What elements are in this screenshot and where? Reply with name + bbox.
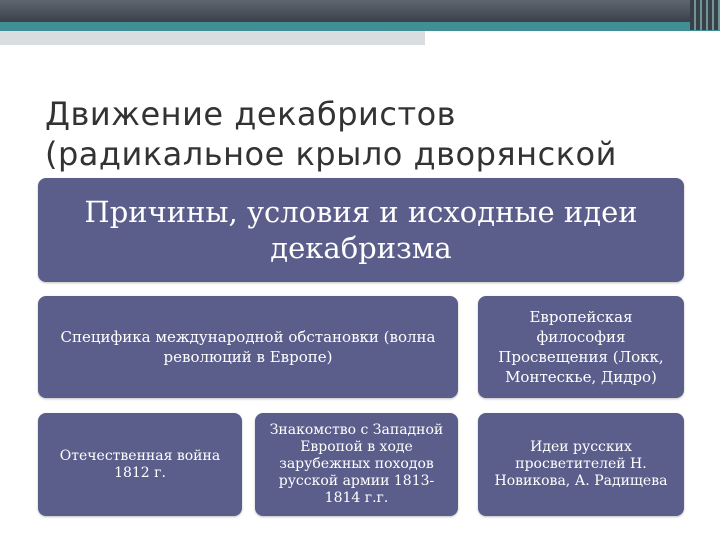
box-patriotic-war-label: Отечественная война 1812 г. (59, 447, 221, 481)
header-bar-dark (0, 0, 720, 22)
main-causes-box (38, 178, 684, 282)
box-russian-enlighteners-label: Идеи русских просветителей Н. Новикова, А. Радищева (494, 439, 668, 489)
box-foreign-campaigns (255, 413, 458, 516)
box-enlightenment-philosophy (478, 296, 684, 398)
box-international-situation (38, 296, 458, 398)
slide-title: Движение декабристов (радикальное крыло дворянской (45, 95, 617, 173)
box-international-situation-label: Специфика международной обстановки (волна революций в Европе) (60, 328, 436, 366)
box-foreign-campaigns-label: Знакомство с Западной Европой в ходе зарубежных походов русской армии 1813-1814 г.г. (269, 422, 444, 506)
header-stripes-decoration (690, 0, 720, 30)
header-bar-light (0, 31, 425, 45)
box-russian-enlighteners (478, 413, 684, 516)
header-bar-accent (0, 22, 720, 31)
box-enlightenment-philosophy-label: Европейская философия Просвещения (Локк, Монтескье, Дидро) (498, 308, 664, 386)
box-patriotic-war (38, 413, 242, 516)
main-causes-label: Причины, условия и исходные идеи декабризма (84, 195, 638, 265)
